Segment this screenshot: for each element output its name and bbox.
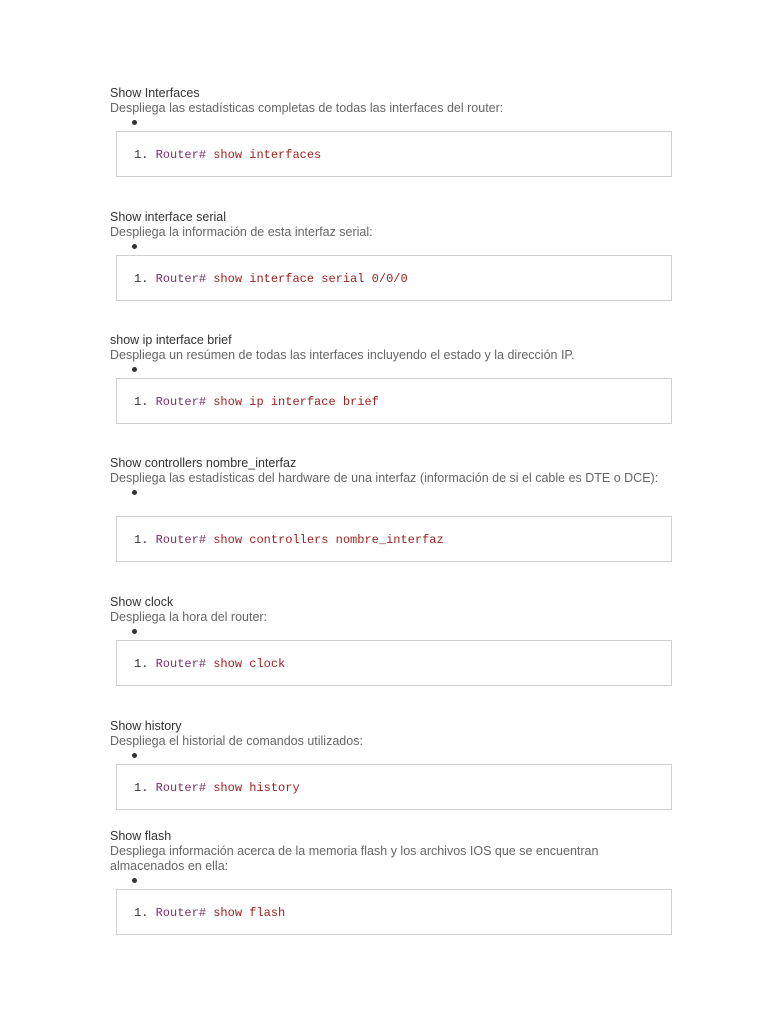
code-block xyxy=(116,378,672,424)
bullet-icon xyxy=(132,629,137,634)
code-block xyxy=(116,255,672,301)
code-block xyxy=(116,516,672,562)
bullet-item xyxy=(110,749,680,763)
bullet-item xyxy=(110,486,680,500)
section-show-flash xyxy=(110,829,680,920)
section-show-ip-interface-brief xyxy=(110,333,680,409)
section-show-history xyxy=(110,719,680,795)
code-command: show interface serial 0/0/0 xyxy=(213,272,408,286)
section-show-interface-serial xyxy=(110,210,680,286)
bullet-icon xyxy=(132,753,137,758)
code-line xyxy=(134,148,321,162)
code-command: show ip interface brief xyxy=(213,395,379,409)
code-prompt: Router# xyxy=(155,272,207,286)
bullet-icon xyxy=(132,878,137,883)
code-prompt: Router# xyxy=(155,533,207,547)
bullet-item xyxy=(110,363,680,377)
section-description: Despliega un resúmen de todas las interfaces incluyendo el estado y la dirección IP. xyxy=(110,348,575,362)
code-block xyxy=(116,889,672,935)
code-command: show flash xyxy=(213,906,286,920)
section-description: Despliega el historial de comandos utilizados: xyxy=(110,734,363,748)
code-line-number: 1. xyxy=(134,395,149,409)
bullet-item xyxy=(110,240,680,254)
code-line-number: 1. xyxy=(134,272,149,286)
section-description: Despliega la hora del router: xyxy=(110,610,268,624)
bullet-item xyxy=(110,625,680,639)
code-prompt: Router# xyxy=(155,395,207,409)
section-title: Show Interfaces xyxy=(110,86,200,100)
code-block xyxy=(116,131,672,177)
code-line-number: 1. xyxy=(134,781,149,795)
code-line xyxy=(134,906,285,920)
code-line xyxy=(134,657,285,671)
section-title: Show clock xyxy=(110,595,174,609)
code-prompt: Router# xyxy=(155,148,207,162)
section-description: Despliega las estadísticas completas de todas las interfaces del router: xyxy=(110,101,504,115)
code-command: show history xyxy=(213,781,300,795)
code-line xyxy=(134,272,408,286)
section-show-interfaces xyxy=(110,86,680,162)
code-line-number: 1. xyxy=(134,148,149,162)
bullet-item xyxy=(110,116,680,130)
code-prompt: Router# xyxy=(155,781,207,795)
code-command: show interfaces xyxy=(213,148,322,162)
section-title: Show history xyxy=(110,719,182,733)
code-line-number: 1. xyxy=(134,533,149,547)
section-description: Despliega información acerca de la memoria flash y los archivos IOS que se encuentran almacenados en ella: xyxy=(110,844,599,873)
section-title: Show interface serial xyxy=(110,210,227,224)
section-show-clock xyxy=(110,595,680,671)
code-prompt: Router# xyxy=(155,906,207,920)
section-title: Show controllers nombre_interfaz xyxy=(110,456,297,470)
section-description: Despliega las estadísticas del hardware de una interfaz (información de si el cable es DTE o DCE): xyxy=(110,471,659,485)
code-line xyxy=(134,781,300,795)
bullet-icon xyxy=(132,367,137,372)
bullet-icon xyxy=(132,120,137,125)
code-line xyxy=(134,395,379,409)
bullet-item xyxy=(110,874,680,888)
section-show-controllers xyxy=(110,456,680,547)
code-prompt: Router# xyxy=(155,657,207,671)
code-line xyxy=(134,533,444,547)
section-title: show ip interface brief xyxy=(110,333,232,347)
code-command: show clock xyxy=(213,657,286,671)
code-line-number: 1. xyxy=(134,906,149,920)
code-line-number: 1. xyxy=(134,657,149,671)
code-command: show controllers nombre_interfaz xyxy=(213,533,444,547)
code-block xyxy=(116,764,672,810)
bullet-icon xyxy=(132,490,137,495)
code-block xyxy=(116,640,672,686)
section-title: Show flash xyxy=(110,829,172,843)
bullet-icon xyxy=(132,244,137,249)
section-description: Despliega la información de esta interfaz serial: xyxy=(110,225,373,239)
